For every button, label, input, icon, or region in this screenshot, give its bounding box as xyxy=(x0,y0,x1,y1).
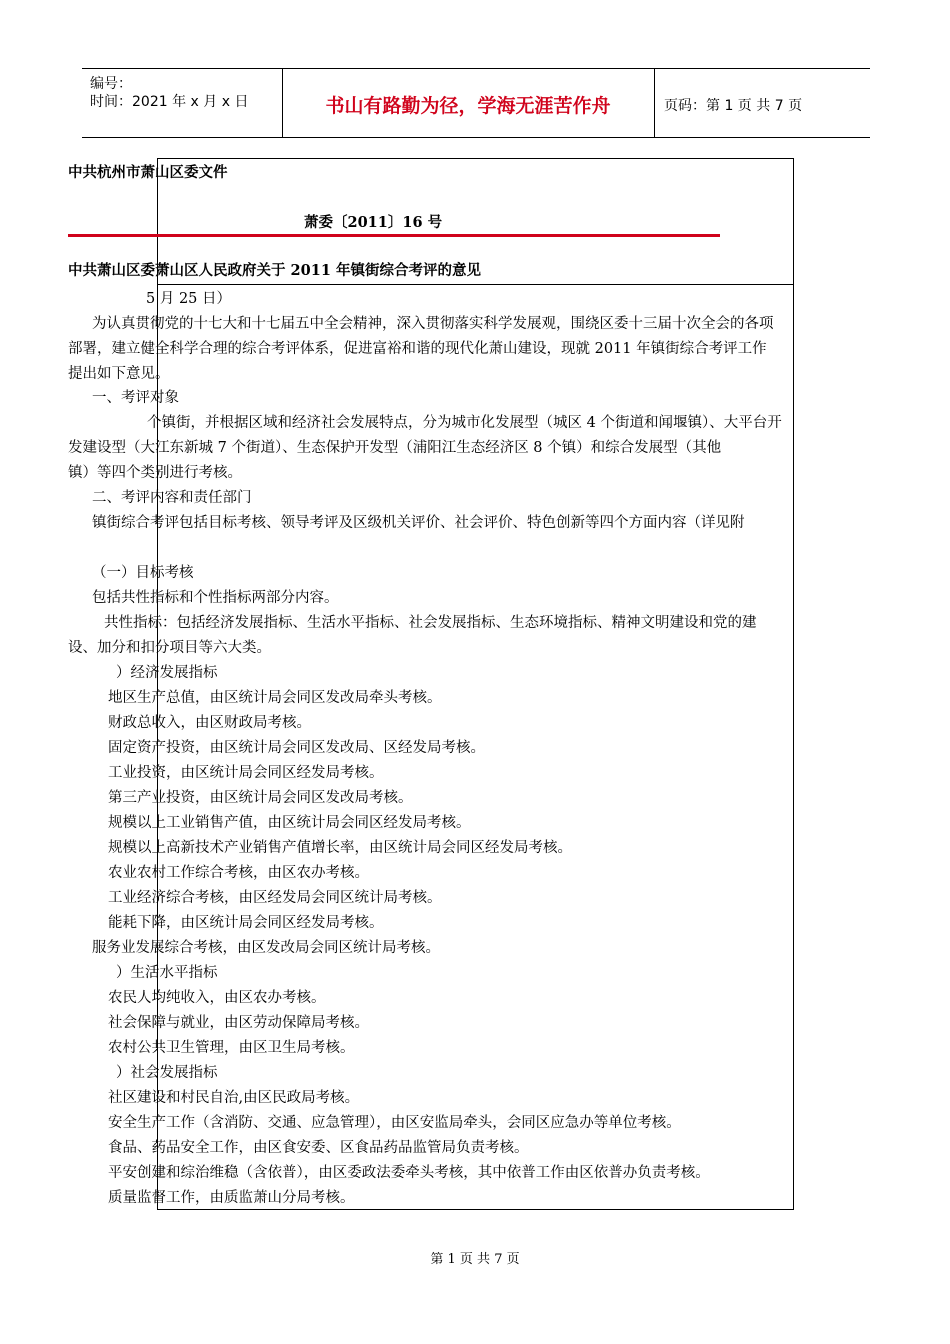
category-heading: ）生活水平指标 xyxy=(116,965,218,981)
list-item: 农村公共卫生管理，由区卫生局考核。 xyxy=(108,1040,355,1056)
list-item: 食品、药品安全工作，由区食安委、区食品药品监管局负责考核。 xyxy=(108,1140,529,1156)
doc-number: 萧委〔2011〕16 号 xyxy=(304,214,443,231)
list-item: 农业农村工作综合考核，由区农办考核。 xyxy=(108,865,369,881)
list-item: 平安创建和综治维稳（含依普），由区委政法委牵头考核，其中依普工作由区依普办负责考核。 xyxy=(108,1165,710,1181)
list-item: 质量监督工作，由质监萧山分局考核。 xyxy=(108,1190,355,1206)
number-label: 编号： xyxy=(90,76,132,92)
paragraph-line: 包括共性指标和个性指标两部分内容。 xyxy=(92,590,339,606)
list-item: 能耗下降，由区统计局会同区经发局考核。 xyxy=(108,915,384,931)
intro-line: 为认真贯彻党的十七大和十七届五中全会精神，深入贯彻落实科学发展观，围绕区委十三届十次全会的各项 xyxy=(92,316,774,332)
list-item: 固定资产投资，由区统计局会同区发改局、区经发局考核。 xyxy=(108,740,485,756)
list-item: 第三产业投资，由区统计局会同区发改局考核。 xyxy=(108,790,413,806)
paragraph-line: 设、加分和扣分项目等六大类。 xyxy=(68,640,271,656)
subsection-heading: （一）目标考核 xyxy=(92,565,194,581)
list-item: 规模以上工业销售产值，由区统计局会同区经发局考核。 xyxy=(108,815,471,831)
doc-issuer: 中共杭州市萧山区委文件 xyxy=(68,164,228,181)
paragraph-line: 镇街综合考评包括目标考核、领导考评及区级机关评价、社会评价、特色创新等四个方面内容（详见附 xyxy=(92,515,745,531)
list-item: 农民人均纯收入，由区农办考核。 xyxy=(108,990,326,1006)
list-item: 社区建设和村民自治,由区民政局考核。 xyxy=(108,1090,360,1106)
list-item: 财政总收入，由区财政局考核。 xyxy=(108,715,311,731)
list-item: 工业投资，由区统计局会同区经发局考核。 xyxy=(108,765,384,781)
list-item: 社会保障与就业，由区劳动保障局考核。 xyxy=(108,1015,369,1031)
header-divider xyxy=(654,69,655,137)
doc-title: 中共萧山区委萧山区人民政府关于 2011 年镇街综合考评的意见 xyxy=(68,262,481,279)
red-rule xyxy=(68,234,720,237)
list-item: 服务业发展综合考核，由区发改局会同区统计局考核。 xyxy=(92,940,440,956)
category-heading: ）社会发展指标 xyxy=(116,1065,218,1081)
header-table xyxy=(82,68,870,138)
paragraph-line: 镇）等四个类别进行考核。 xyxy=(68,465,242,481)
date-fragment: 5 月 25 日） xyxy=(146,291,232,307)
section-heading: 二、考评内容和责任部门 xyxy=(92,490,252,506)
section-heading: 一、考评对象 xyxy=(92,390,179,406)
paragraph-line: 共性指标：包括经济发展指标、生活水平指标、社会发展指标、生态环境指标、精神文明建设和党的建 xyxy=(104,615,757,631)
paragraph-line: 发建设型（大江东新城 7 个街道）、生态保护开发型（浦阳江生态经济区 8 个镇）和综合发展型（其他 xyxy=(68,440,722,456)
time-label: 时间：2021 年 x 月 x 日 xyxy=(90,94,249,110)
motto: 书山有路勤为径，学海无涯苦作舟 xyxy=(325,95,611,117)
list-item: 工业经济综合考核，由区经发局会同区统计局考核。 xyxy=(108,890,442,906)
category-heading: ）经济发展指标 xyxy=(116,665,218,681)
paragraph-line: 个镇街，并根据区域和经济社会发展特点，分为城市化发展型（城区 4 个街道和闻堰镇）、大平台开 xyxy=(147,415,782,431)
list-item: 规模以上高新技术产业销售产值增长率，由区统计局会同区经发局考核。 xyxy=(108,840,572,856)
list-item: 地区生产总值，由区统计局会同区发改局牵头考核。 xyxy=(108,690,442,706)
intro-line: 部署，建立健全科学合理的综合考评体系，促进富裕和谐的现代化萧山建设，现就 2011 年镇街综合考评工作 xyxy=(68,341,767,357)
intro-line: 提出如下意见。 xyxy=(68,366,170,382)
page-code: 页码：第 1 页 共 7 页 xyxy=(664,98,803,114)
page-footer: 第 1 页 共 7 页 xyxy=(430,1252,520,1267)
list-item: 安全生产工作（含消防、交通、应急管理），由区安监局牵头，会同区应急办等单位考核。 xyxy=(108,1115,681,1131)
